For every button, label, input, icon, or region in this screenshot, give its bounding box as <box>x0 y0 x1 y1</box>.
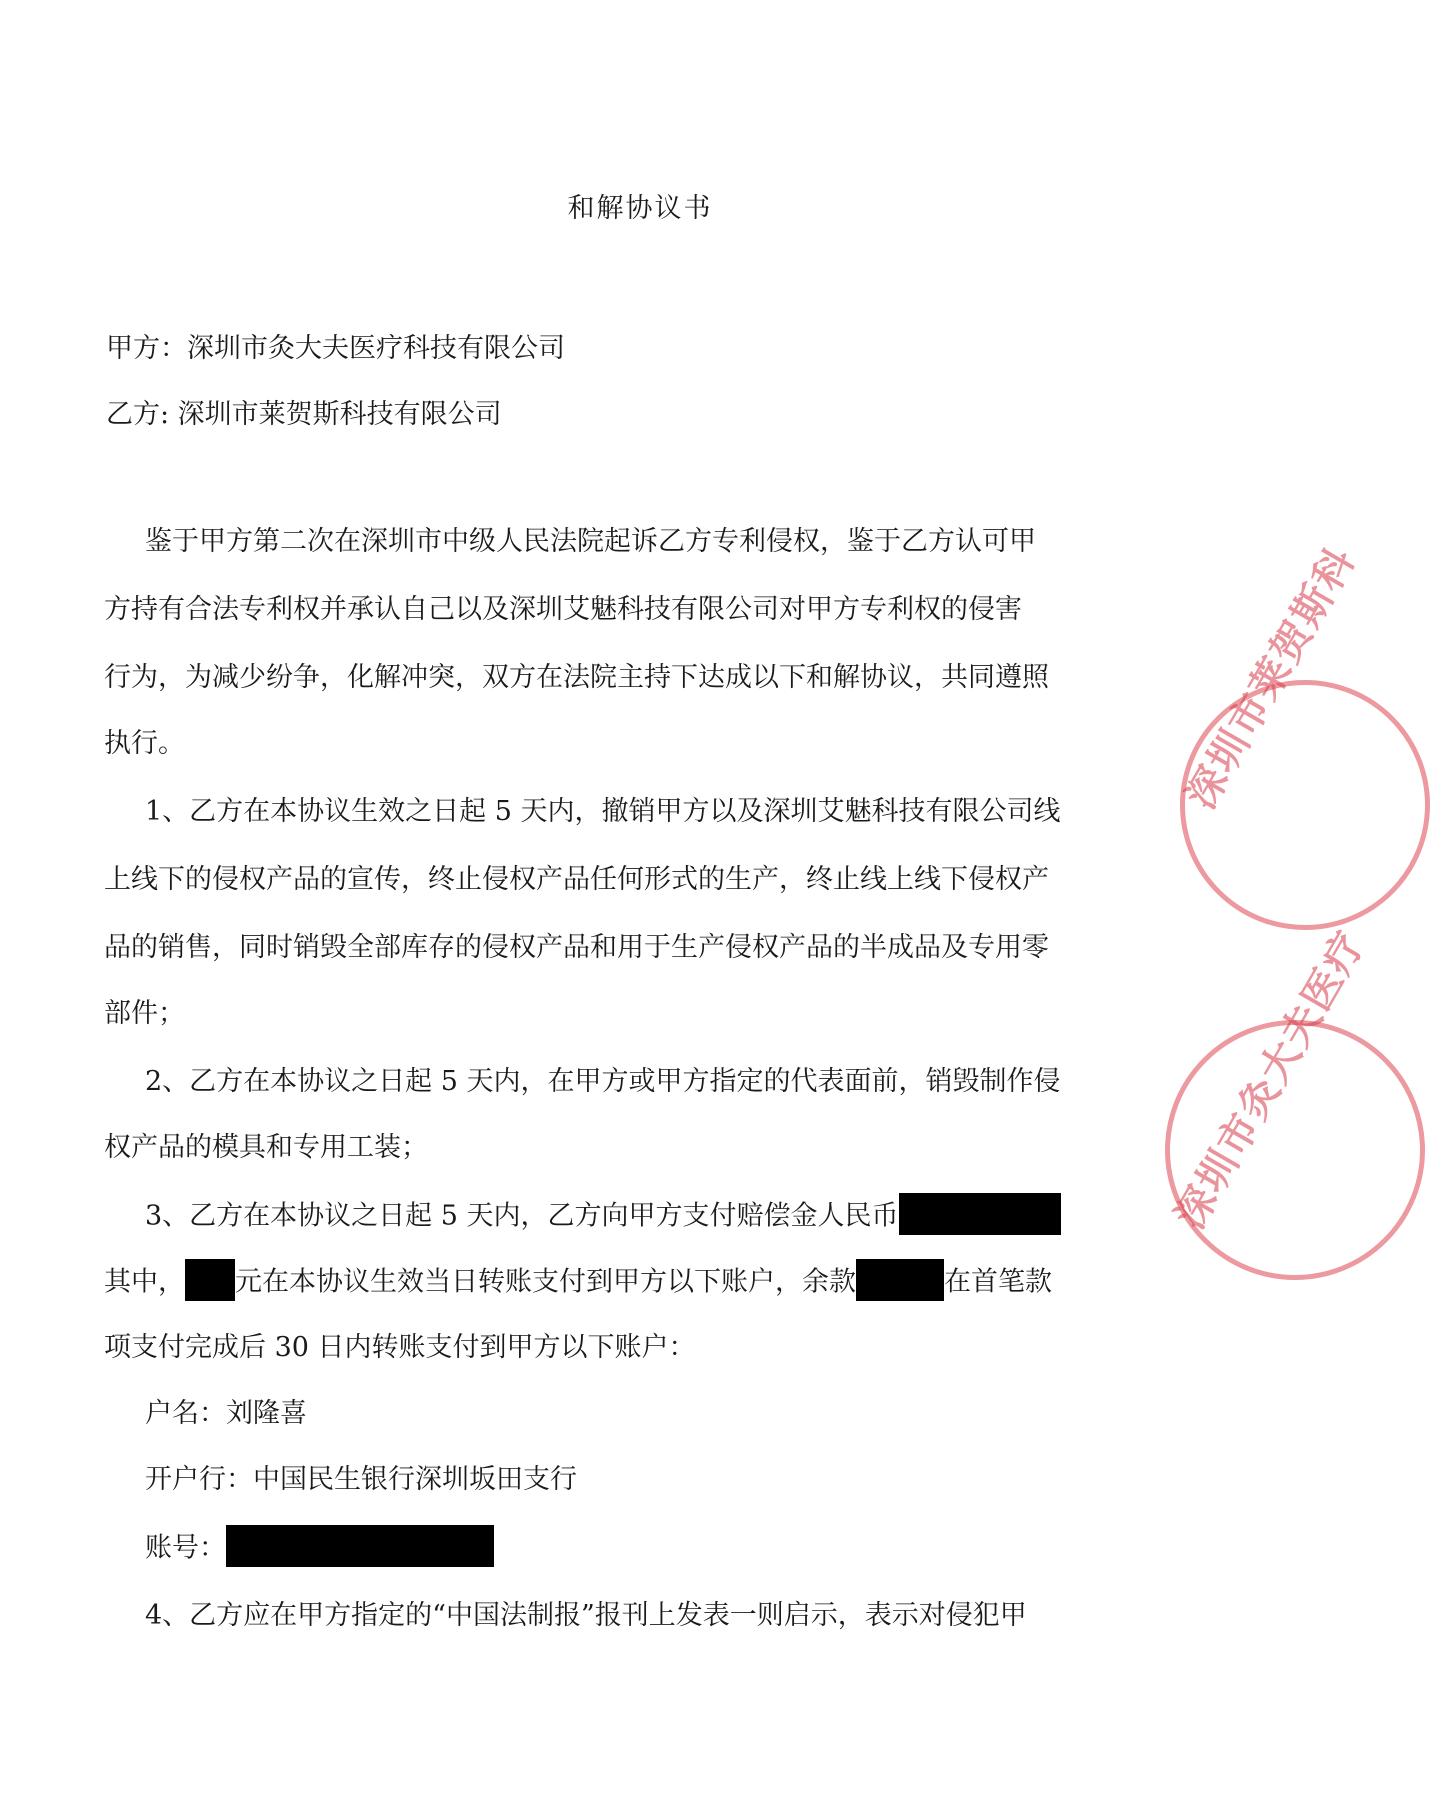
clause-2-line: 2、乙方在本协议之日起 5 天内，在甲方或甲方指定的代表面前，销毁制作侵 <box>145 1066 1061 1097</box>
preamble-line: 方持有合法专利权并承认自己以及深圳艾魅科技有限公司对甲方专利权的侵害 <box>104 594 1022 625</box>
clause-3-text: 3、乙方在本协议之日起 5 天内，乙方向甲方支付赔偿金人民币 <box>145 1200 899 1232</box>
party-a: 甲方：深圳市灸大夫医疗科技有限公司 <box>106 333 565 364</box>
account-name: 户名：刘隆喜 <box>145 1398 307 1429</box>
clause-3-line <box>145 1196 1061 1238</box>
clause-1-line: 品的销售，同时销毁全部库存的侵权产品和用于生产侵权产品的半成品及专用零 <box>104 932 1049 963</box>
company-seal <box>1165 922 1425 1280</box>
preamble-line: 执行。 <box>104 728 185 759</box>
account-bank: 开户行：中国民生银行深圳坂田支行 <box>145 1464 577 1495</box>
preamble-line: 行为，为减少纷争，化解冲突，双方在法院主持下达成以下和解协议，共同遵照 <box>104 662 1049 693</box>
clause-1-line: 1、乙方在本协议生效之日起 5 天内，撤销甲方以及深圳艾魅科技有限公司线 <box>145 796 1061 827</box>
redaction-block <box>185 1259 235 1301</box>
clause-3-line: 项支付完成后 30 日内转账支付到甲方以下账户： <box>104 1332 696 1363</box>
clause-4-line: 4、乙方应在甲方指定的“中国法制报”报刊上发表一则启示，表示对侵犯甲 <box>145 1600 1027 1631</box>
redaction-block <box>899 1193 1061 1235</box>
clause-3-text: 其中， <box>104 1266 185 1298</box>
clause-3-line <box>104 1262 1052 1304</box>
clause-2-line: 权产品的模具和专用工装； <box>104 1132 428 1163</box>
company-seal <box>1177 538 1430 930</box>
seal-text: 深圳市莱贺斯科 <box>1177 538 1365 817</box>
document-title: 和解协议书 <box>567 193 713 224</box>
account-number-label: 账号： <box>145 1532 226 1564</box>
party-b: 乙方: 深圳市莱贺斯科技有限公司 <box>106 399 502 430</box>
seal-text: 深圳市灸大夫医疗 <box>1166 922 1375 1237</box>
preamble-line: 鉴于甲方第二次在深圳市中级人民法院起诉乙方专利侵权，鉴于乙方认可甲 <box>145 526 1036 557</box>
clause-3-text: 元在本协议生效当日转账支付到甲方以下账户，余款 <box>235 1266 856 1298</box>
redaction-block <box>856 1259 944 1301</box>
redaction-block <box>226 1525 494 1567</box>
clause-1-line: 上线下的侵权产品的宣传，终止侵权产品任何形式的生产，终止线上线下侵权产 <box>104 864 1049 895</box>
clause-1-line: 部件； <box>104 998 185 1029</box>
account-number <box>145 1528 494 1570</box>
clause-3-text: 在首笔款 <box>944 1266 1052 1298</box>
